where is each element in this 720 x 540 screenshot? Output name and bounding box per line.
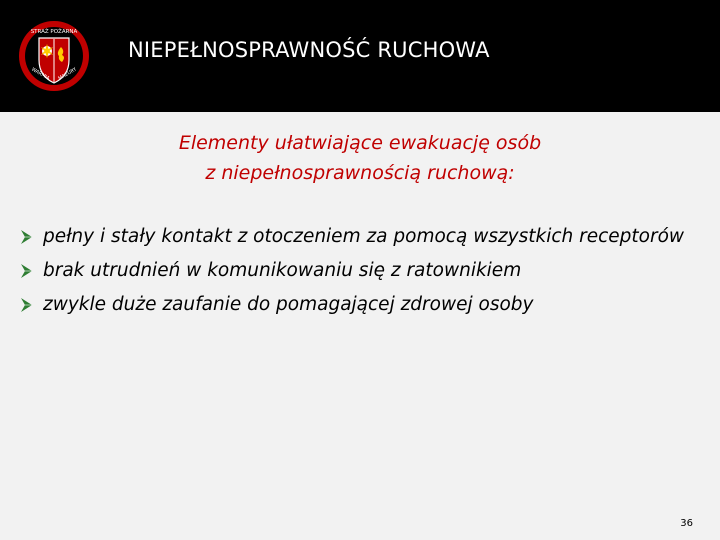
- slide-subtitle: [0, 128, 720, 188]
- arrow-bullet-icon: [20, 229, 38, 245]
- slide-title: NIEPEŁNOSPRAWNOŚĆ RUCHOWA: [128, 38, 490, 62]
- bullet-text: brak utrudnień w komunikowaniu się z ratownikiem: [43, 260, 522, 281]
- fire-brigade-logo-icon: [18, 20, 90, 92]
- logo-left-text: WARMIA: [30, 67, 51, 82]
- slide-header: [0, 0, 720, 112]
- bullet-text: zwykle duże zaufanie do pomagającej zdrowej osoby: [43, 294, 534, 315]
- logo-right-text: MAZURY: [57, 67, 78, 82]
- bullet-item: [20, 220, 700, 254]
- bullet-item: [20, 288, 700, 322]
- logo-top-text: STRAŻ POŻARNA: [30, 29, 78, 35]
- arrow-bullet-icon: [20, 297, 38, 313]
- subtitle-line-1: Elementy ułatwiające ewakuację osób: [178, 132, 542, 154]
- arrow-bullet-icon: [20, 263, 38, 279]
- bullet-item: [20, 254, 700, 288]
- subtitle-line-2: z niepełnosprawnością ruchową:: [205, 162, 515, 184]
- bullet-list: [20, 220, 700, 322]
- bullet-text: pełny i stały kontakt z otoczeniem za pomocą wszystkich receptorów: [43, 226, 685, 247]
- page-number: 36: [680, 518, 693, 529]
